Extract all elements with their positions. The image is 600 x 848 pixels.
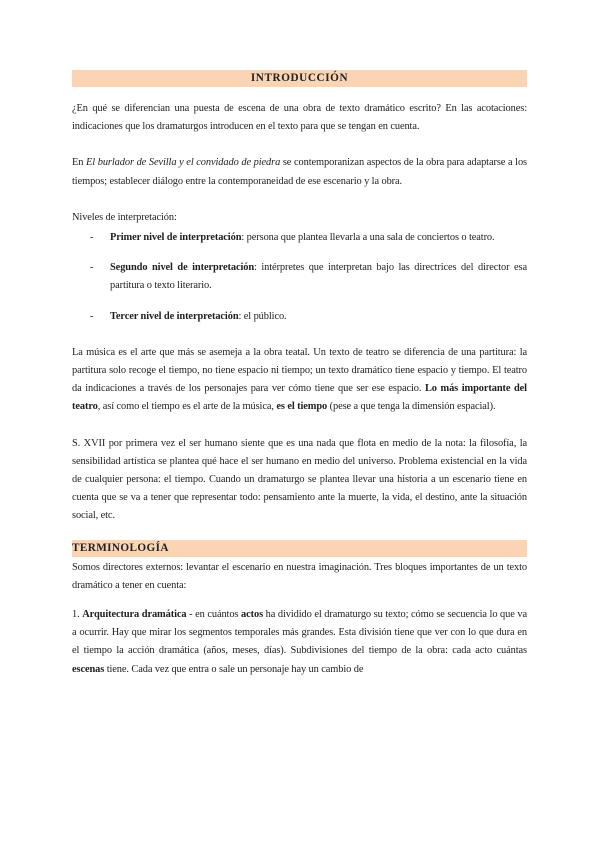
p3-bold-d: es el tiempo (276, 401, 328, 413)
intro-paragraph-1: ¿En qué se diferencian una puesta de escena de una obra de texto dramático escrito? En las acotaciones: indicaciones que los dramaturgos introducen en el texto para que se tengan en cuenta. (72, 103, 527, 133)
levels-list (72, 229, 527, 326)
level-name: Segundo nivel de interpretación (110, 262, 255, 274)
p3-text-e: (pese a que tenga la dimensión espacial). (327, 401, 496, 413)
p3-text-a: La música es el arte que más se asemeja a la obra teatal. Un texto de teatro se diferencia de una partitura: la partitura solo recoge el tiempo, no tiene espacio ni tiempo; un texto dramático tiene espacio y tiempo. El teatro da indicaciones a través de los personajes para ver cómo tiene que ser ese espacio. (72, 346, 527, 395)
item-number: 1. (72, 609, 83, 621)
introduccion-heading: INTRODUCCIÓN (72, 70, 527, 87)
item1-bold-actos: actos (241, 609, 264, 621)
level-desc: : persona que plantea llevarla a una sala de conciertos o teatro. (241, 232, 495, 244)
level-desc: : el público. (238, 310, 287, 322)
item1-text-e: tiene. Cada vez que entra o sale un personaje hay un cambio de (104, 663, 364, 675)
p3-text-c: , así como el tiempo es el arte de la música, (97, 401, 277, 413)
p2-post: se contemporanizan aspectos de la obra para adaptarse a los tiempos; establecer diálogo entre la contemporaneidad de ese escenario y la obra. (72, 157, 527, 187)
terminology-item-1 (72, 606, 527, 679)
level-item-3 (72, 308, 527, 326)
level-name: Tercer nivel de interpretación (110, 310, 239, 322)
level-desc: : intérpretes que interpretan bajo las directrices del director esa partitura o texto literario. (110, 262, 527, 292)
terminology-paragraph-1: Somos directores externos: levantar el escenario en nuestra imaginación. Tres bloques importantes de un texto dramático a tener en cuenta: (72, 561, 527, 591)
level-name: Primer nivel de interpretación (110, 232, 242, 244)
intro-paragraph-2 (72, 154, 527, 190)
item1-text-a: - en cuántos (186, 609, 242, 621)
intro-paragraph-4: S. XVII por primera vez el ser humano siente que es una nada que flota en medio de la nota: la filosofía, la sensibilidad artística se plantea qué hace el ser humano en medio del universo. Problema existencial en la vida de cualquier persona: el tiempo. Cuando un dramaturgo se plantea llevar una historia a un escenario tiene en cuenta que se va a tener que representar todo: pensamiento ante la muerte, la vida, el destino, ante la situación social, etc. (72, 437, 527, 522)
item-name: Arquitectura dramática (82, 609, 187, 621)
play-title: El burlador de Sevilla y el convidado de piedra (86, 157, 281, 169)
item1-text-c: ha dividido el dramaturgo su texto; cómo se secuencia lo que va a ocurrir. Hay que mirar los segmentos temporales más grandes. Esta división tiene que ver con lo que dura en el tiempo la acción dramática (años, meses, días). Subdivisiones del tiempo de la obra: cada acto cuántas (72, 609, 528, 657)
document-page (72, 70, 527, 679)
level-item-2 (72, 259, 527, 295)
p2-pre: En (72, 157, 87, 169)
item1-bold-escenas: escenas (72, 663, 105, 675)
level-item-1 (72, 229, 527, 247)
terminologia-heading: TERMINOLOGÍA (72, 540, 527, 557)
intro-paragraph-3 (72, 344, 527, 417)
p3-bold-a: Lo más importante del teatro (72, 383, 527, 413)
levels-intro: Niveles de interpretación: (72, 211, 177, 223)
